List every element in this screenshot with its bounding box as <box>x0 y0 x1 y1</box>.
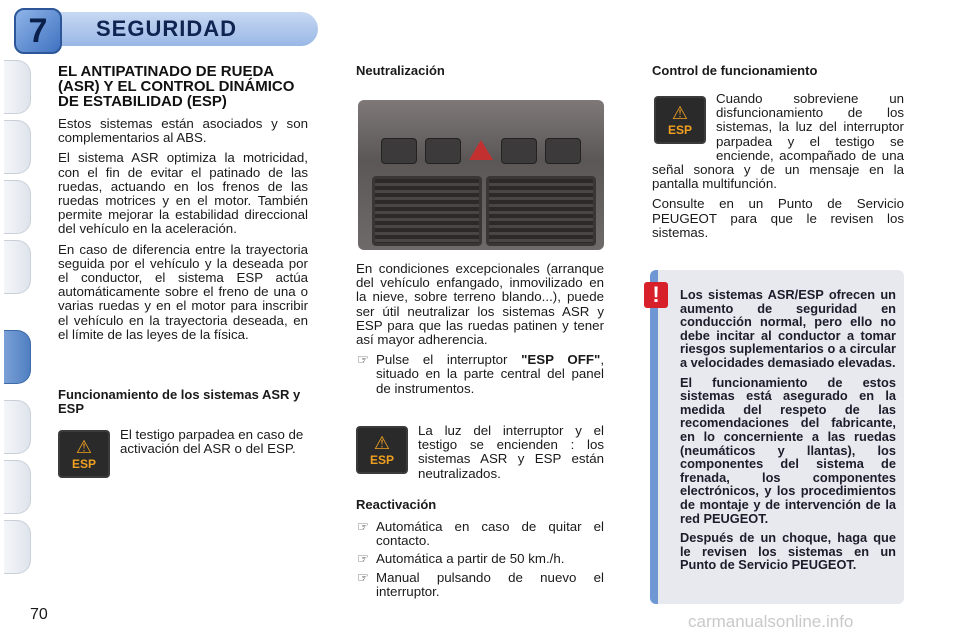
dashboard-console-photo <box>358 100 604 250</box>
chapter-tab-strip <box>0 0 40 640</box>
warning-triangle-icon: ⚠ <box>75 437 93 457</box>
hazard-icon <box>469 140 493 160</box>
column-reactivation <box>356 498 604 603</box>
warning-paragraph: Después de un choque, haga que le revisen los sistemas en un Punto de Servicio PEUGEOT. <box>680 530 896 573</box>
console-button <box>381 138 417 164</box>
icon-spacer <box>652 92 716 156</box>
chapter-tab[interactable] <box>4 240 31 294</box>
paragraph: Cuando sobreviene un disfuncionamiento de los sistemas, la luz del interruptor parpadea y el testigo se enciende, acompañado de una señal sonora y de un mensaje en la pantalla multifunción. <box>652 91 904 192</box>
chapter-tab[interactable] <box>4 180 31 234</box>
esp-off-label: "ESP OFF" <box>521 352 601 368</box>
safety-warning-box <box>650 270 904 604</box>
esp-off-switch <box>425 138 461 164</box>
function-text <box>120 428 310 462</box>
list-item <box>356 353 604 396</box>
paragraph: El sistema ASR optimiza la motricidad, con el fin de evitar el patinado de las ruedas, actuando en los frenos de las ruedas motrices y en el motor. También permite mejorar la estabilidad direccional del vehículo en la aceleración. <box>58 150 308 237</box>
subsection-title: Control de funcionamiento <box>652 63 818 78</box>
column-control <box>652 92 904 246</box>
pointing-hand-icon: ☞ <box>357 569 369 585</box>
subsection-title: Funcionamiento de los sistemas ASR y ESP <box>58 387 301 416</box>
chapter-tab-active[interactable] <box>4 330 31 384</box>
pointing-hand-icon: ☞ <box>357 551 369 567</box>
section-title: EL ANTIPATINADO DE RUEDA (ASR) Y EL CONTROL DINÁMICO DE ESTABILIDAD (ESP) <box>58 63 295 110</box>
subsection-title: Reactivación <box>356 497 437 512</box>
page-number: 70 <box>30 606 48 623</box>
bullet-text: Manual pulsando de nuevo el interruptor. <box>376 569 604 599</box>
exclamation-icon: ! <box>644 282 668 308</box>
page-title: SEGURIDAD <box>96 16 238 41</box>
warning-triangle-icon: ⚠ <box>671 103 689 123</box>
watermark: carmanualsonline.info <box>688 612 854 631</box>
list-item <box>356 571 604 599</box>
bullet-text: , situado en la parte central del panel de instrumentos. <box>376 352 605 396</box>
list-item <box>356 552 604 566</box>
chapter-tab[interactable] <box>4 60 31 114</box>
air-vent <box>486 176 596 246</box>
esp-warning-light-icon <box>356 426 408 474</box>
console-button <box>545 138 581 164</box>
esp-icon-label: ESP <box>71 457 96 471</box>
paragraph: En condiciones excepcionales (arranque del vehículo enfangado, inmovilizado en la nieve, sobre terreno blando...), puede ser útil neutralizar los sistemas ASR y ESP para que las ruedas patinen y tener así mayor adherencia. <box>356 261 604 348</box>
indicator-text <box>418 424 604 487</box>
bullet-text: Pulse el interruptor <box>376 352 522 368</box>
chapter-tab[interactable] <box>4 120 31 174</box>
pointing-hand-icon: ☞ <box>357 352 369 368</box>
air-vent <box>372 176 482 246</box>
warning-triangle-icon: ⚠ <box>373 433 391 453</box>
column-intro <box>58 64 308 348</box>
paragraph: La luz del interruptor y el testigo se encienden : los sistemas ASR y ESP están neutralizados. <box>418 423 604 481</box>
paragraph: Consulte en un Punto de Servicio PEUGEOT para que le revisen los sistemas. <box>652 196 904 240</box>
pointing-hand-icon: ☞ <box>357 519 369 534</box>
warning-paragraph: El funcionamiento de estos sistemas está asegurado en la medida del respeto de las recomendaciones del fabricante, en lo concerniente a las ruedas (neumáticos y llantas), los componentes del sistema de frenada, los componentes electrónicos, y los procedimientos de montaje y de intervención de la red PEUGEOT. <box>680 374 896 526</box>
paragraph: En caso de diferencia entre la trayectoria seguida por el vehículo y la deseada por el conductor, el sistema ESP actúa automáticamente sobre el freno de una o varias ruedas y en el motor para inscribir el vehículo en la trayectoria deseada, en el límite de las leyes de la física. <box>58 241 308 342</box>
bullet-text: Automática en caso de quitar el contacto. <box>376 519 604 549</box>
paragraph: Estos sistemas están asociados y son complementarios al ABS. <box>58 116 308 146</box>
chapter-number-badge: 7 <box>14 8 62 54</box>
esp-icon-label: ESP <box>667 123 692 137</box>
chapter-tab[interactable] <box>4 520 31 574</box>
esp-warning-light-icon <box>58 430 110 478</box>
subsection-title: Neutralización <box>356 63 445 78</box>
list-item <box>356 520 604 548</box>
esp-icon-label: ESP <box>369 453 394 467</box>
bullet-text: Automática a partir de 50 km./h. <box>376 551 565 567</box>
warning-paragraph: Los sistemas ASR/ESP ofrecen un aumento de seguridad en conducción normal, pero ello no debe incitar al conductor a tomar riesgos suplementarios o a circular a velocidades demasiado elevadas. <box>680 287 896 370</box>
console-button <box>501 138 537 164</box>
paragraph: El testigo parpadea en caso de activación del ASR o del ESP. <box>120 427 304 457</box>
column-neutralization <box>356 262 604 400</box>
chapter-tab[interactable] <box>4 460 31 514</box>
chapter-tab[interactable] <box>4 400 31 454</box>
